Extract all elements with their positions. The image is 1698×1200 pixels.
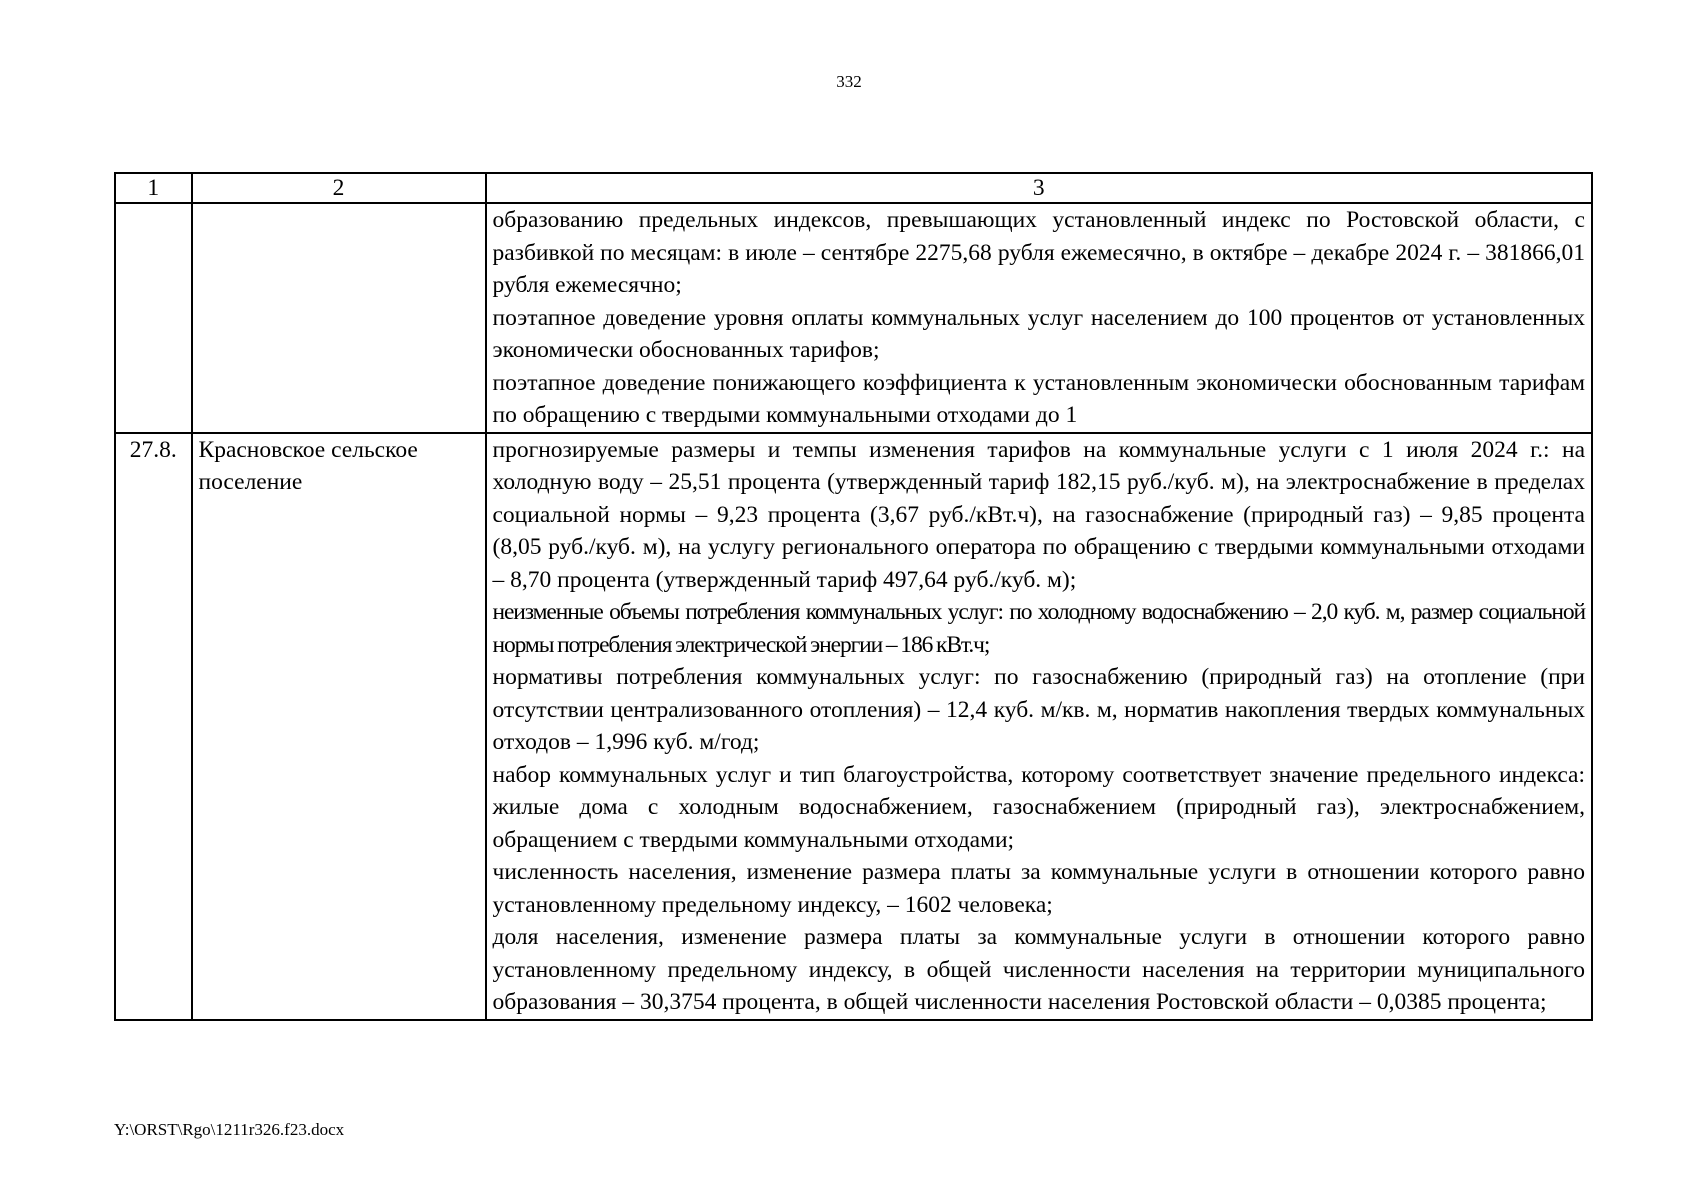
paragraph: набор коммунальных услуг и тип благоустройства, которому соответствует значение предельного индекса: жилые дома с холодным водоснабжением, газоснабжением (природный газ), электроснабжением, обращением с твердыми коммунальными отходами; (492, 761, 1585, 853)
paragraph: неизменные объемы потребления коммунальных услуг: по холодному водоснабжению – 2,0 куб. м, размер социальной нормы потребления электрической энергии – 186 кВт.ч; (492, 599, 1585, 658)
row-content-cell (486, 203, 1593, 433)
table-header (115, 173, 1592, 203)
table-row-27-8 (115, 433, 1592, 1020)
column-header-2: 2 (192, 173, 486, 203)
paragraph: образованию предельных индексов, превышающих установленный индекс по Ростовской области, с разбивкой по месяцам: в июле – сентябре 2275,68 рубля ежемесячно, в октябре – декабре 2024 г. – 381866,01 рубля ежемесячно; (492, 207, 1585, 298)
page-number: 332 (836, 72, 862, 91)
column-header-3: 3 (486, 173, 1593, 203)
settlement-name: Красновское сельское поселение (192, 433, 486, 1020)
table-row-continuation (115, 203, 1592, 433)
row-number-cell (115, 203, 192, 433)
row-name-cell (192, 203, 486, 433)
paragraph: доля населения, изменение размера платы за коммунальные услуги в отношении которого равно установленному предельному индексу, в общей численности населения на территории муниципального образования – 30,3754 процента, в общей численности населения Ростовской области – 0,0385 процента; (492, 924, 1585, 1015)
paragraph: численность населения, изменение размера платы за коммунальные услуги в отношении которого равно установленному предельному индексу, – 1602 человека; (492, 859, 1585, 918)
paragraph: поэтапное доведение уровня оплаты коммунальных услуг населением до 100 процентов от установленных экономически обоснованных тарифов; (492, 304, 1585, 363)
file-path-footer: Y:\ORST\Rgo\1211r326.f23.docx (114, 1120, 345, 1139)
tariff-table (114, 172, 1593, 1021)
paragraph: поэтапное доведение понижающего коэффициента к установленным экономически обоснованным тарифам по обращению с твердыми коммунальными отходами до 1 (492, 369, 1585, 428)
column-header-1: 1 (115, 173, 192, 203)
paragraph: нормативы потребления коммунальных услуг: по газоснабжению (природный газ) на отопление (при отсутствии централизованного отопления) – 12,4 куб. м/кв. м, норматив накопления твердых коммунальных отходов – 1,996 куб. м/год; (492, 664, 1585, 755)
paragraph: прогнозируемые размеры и темпы изменения тарифов на коммунальные услуги с 1 июля 2024 г.: на холодную воду – 25,51 процента (утвержденный тариф 182,15 руб./куб. м), на электроснабжение в пределах социальной нормы – 9,23 процента (3,67 руб./кВт.ч), на газоснабжение (природный газ) – 9,85 процента (8,05 руб./куб. м), на услугу регионального оператора по обращению с твердыми коммунальными отходами – 8,70 процента (утвержденный тариф 497,64 руб./куб. м); (492, 436, 1585, 593)
row-number: 27.8. (115, 433, 192, 1020)
row-content-cell (486, 433, 1593, 1020)
